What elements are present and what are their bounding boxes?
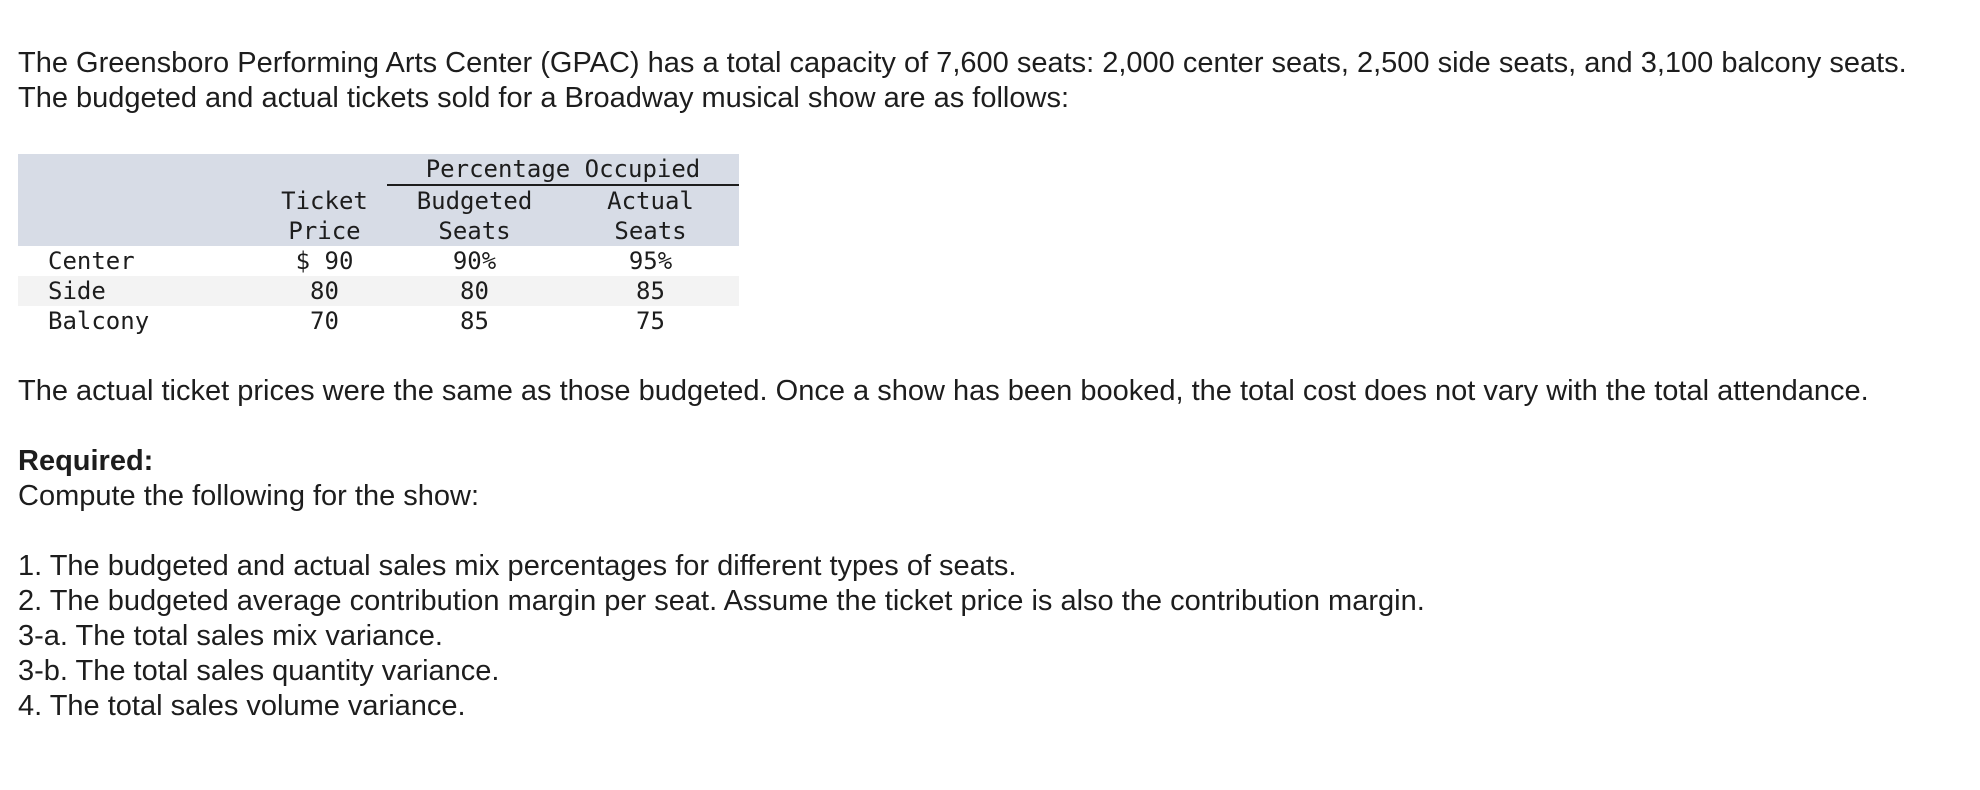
list-item: 4. The total sales volume variance. [18, 690, 466, 722]
row-label-side: Side [18, 276, 262, 306]
price-center: $ 90 [295, 247, 354, 275]
table-row [18, 306, 739, 336]
actual-header-line2: Seats [562, 216, 739, 246]
ticket-price-header-line1: Ticket [262, 185, 387, 216]
closing-paragraph: The actual ticket prices were the same as those budgeted. Once a show has been booked, the total cost does not vary with the total attendance. [18, 375, 1869, 407]
actual-header-line1: Actual [562, 185, 739, 216]
list-item: 2. The budgeted average contribution margin per seat. Assume the ticket price is also the contribution margin. [18, 585, 1425, 617]
row-label-balcony: Balcony [48, 307, 150, 335]
table-row [18, 246, 739, 276]
budgeted-center: 90% [452, 247, 497, 275]
actual-side: 85 [562, 276, 739, 306]
intro-paragraph: The Greensboro Performing Arts Center (GPAC) has a total capacity of 7,600 seats: 2,000 center seats, 2,500 side seats, and 3,100 balcony seats. The budgeted and actual tickets sold for a Broadway musical show are as follows: [18, 47, 1907, 114]
table-row [18, 276, 739, 306]
requirements-list [18, 549, 1938, 724]
actual-balcony: 75 [636, 307, 665, 335]
list-item: 1. The budgeted and actual sales mix percentages for different types of seats. [18, 550, 1017, 582]
budgeted-balcony: 85 [460, 307, 489, 335]
table-header-row-1 [18, 154, 739, 185]
compute-instruction: Compute the following for the show: [18, 480, 480, 512]
price-side: 80 [262, 276, 387, 306]
list-item: 3-a. The total sales mix variance. [18, 620, 443, 652]
ticket-price-header-line2: Price [262, 216, 387, 246]
list-item: 3-b. The total sales quantity variance. [18, 655, 500, 687]
problem-document [18, 46, 1938, 724]
table-header-row-2 [18, 185, 739, 216]
budgeted-header-line1: Budgeted [387, 185, 562, 216]
row-label-center: Center [48, 247, 135, 275]
required-heading: Required: [18, 445, 154, 477]
budgeted-side: 80 [387, 276, 562, 306]
actual-center: 95% [628, 247, 673, 275]
percentage-occupied-header: Percentage Occupied [387, 154, 739, 185]
budgeted-header-line2: Seats [387, 216, 562, 246]
table-header-row-3 [18, 216, 739, 246]
price-balcony: 70 [310, 307, 339, 335]
seating-table [18, 154, 739, 336]
